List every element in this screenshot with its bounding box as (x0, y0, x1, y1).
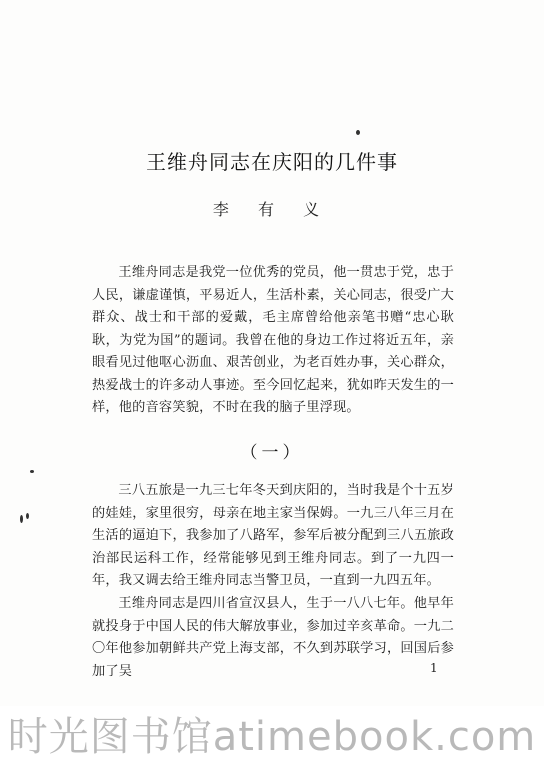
section-heading: （一） (240, 443, 304, 463)
scan-speck-mark (20, 515, 23, 523)
body-paragraph: 王维舟同志是四川省宣汉县人，生于一八八七年。他早年就投身于中国人民的伟大解放事业，参加过辛亥革命。一九二〇年他参加朝鲜共产党上海支部，不久到苏联学习，回国后参加了吴 (92, 596, 454, 679)
page-number: 1 (430, 661, 438, 675)
scan-speck-mark (356, 130, 360, 135)
scan-speck-mark (30, 470, 34, 473)
article-title: 王维舟同志在庆阳的几件事 (146, 150, 398, 174)
scan-speck-mark (26, 513, 29, 519)
body-paragraph: 三八五旅是一九三七年冬天到庆阳的，当时我是个十五岁的娃娃，家里很穷，母亲在地主家当保姆。一九三八年三月在生活的逼迫下，我参加了八路军，参军后被分配到三八五旅政治部民运科工作，经常能够见到王维舟同志。到了一九四一年，我又调去给王维舟同志当警卫员，一直到一九四五年。 (92, 483, 454, 588)
intro-paragraph: 王维舟同志是我党一位优秀的党员，他一贯忠于党，忠于人民，谦虚谨慎，平易近人，生活朴素，关心同志，很受广大群众、战士和干部的爱戴，毛主席曾给他亲笔书赠“忠心耿耿，为党为国”的题词。我曾在他的身边工作过将近五年，亲眼看见过他呕心沥血、艰苦创业，为老百姓办事，关心群众，热爱战士的许多动人事迹。至今回忆起来，犹如昨天发生的一样，他的音容笑貌，不时在我的脑子里浮现。 (92, 265, 454, 415)
article-author: 李 有 义 (212, 200, 332, 219)
site-watermark: 时光图书馆atimebook.com (0, 706, 544, 768)
